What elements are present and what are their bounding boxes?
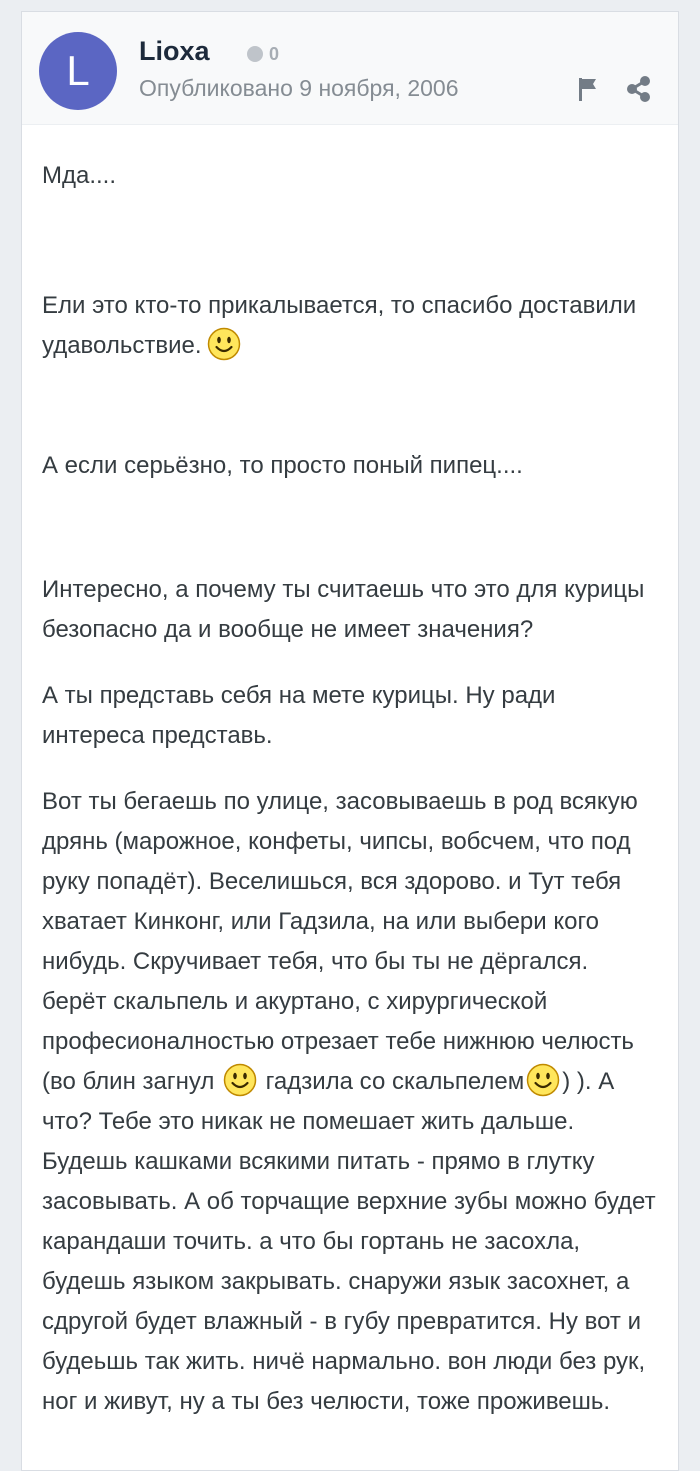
smiley-icon — [207, 327, 241, 361]
post-text: Ели это кто-то прикалывается, то спасибо доставили удавольствие. — [42, 292, 637, 359]
author-name[interactable]: Lioxa — [139, 36, 210, 66]
post-paragraph: А если серьёзно, то просто поный пипец.... — [42, 452, 523, 479]
flag-icon[interactable] — [577, 76, 603, 102]
reputation-count: 0 — [269, 44, 280, 64]
post-text: рук, ног и живут, ну а ты без челюсти, тоже проживешь. — [42, 1348, 646, 1415]
post-paragraph: Мда.... — [42, 162, 117, 189]
post-paragraph: А ты представь себя на мете курицы. Ну ради интереса представь. — [42, 682, 556, 749]
post-body — [22, 125, 678, 1422]
post-paragraph: Интересно, а почему ты считаешь что это для курицы безопасно да и вообще не имеет значения? — [42, 576, 645, 643]
share-icon[interactable] — [625, 75, 653, 103]
post-text: ) ). А что? Тебе это никак не помешает жить дальше. Будешь кашками всякими питать - прямо в глутку засовывать. А об торчащие верхние зубы можно будет карандаши точить. а что бы гортань не засохла, будешь языком закрывать. снаружи язык засохнет, а сдругой будет влажный - в губу превратится. Ну вот и будеьшь так жить. ничё нармально. вон люди без — [42, 1068, 656, 1375]
forum-post — [21, 11, 679, 1471]
post-text: гадзила со скальпелем — [265, 1068, 525, 1095]
smiley-icon — [526, 1063, 560, 1097]
post-text: Вот ты бегаешь по улице, засовываешь в род всякую дрянь (марожное, конфеты, чипсы, вобсчем, что под руку попадёт). Веселишься, вся здорово. и Тут тебя хватает Кинконг, или Гадзила, на или выбери кого нибудь. Скручивает тебя, что бы ты не дёргался. берёт скальпель и акуртано, с хирургической професионалностью отрезает тебе нижнюю челюсть (во блин загнул — [42, 788, 638, 1095]
reputation-dot-icon — [247, 46, 263, 62]
post-paragraph — [42, 286, 659, 366]
post-header — [22, 12, 678, 125]
reputation-badge — [247, 45, 279, 63]
post-date: Опубликовано 9 ноября, 2006 — [139, 75, 459, 101]
avatar-letter: L — [66, 47, 90, 94]
smiley-icon — [223, 1063, 257, 1097]
avatar[interactable] — [39, 32, 117, 110]
post-paragraph — [42, 782, 659, 1422]
